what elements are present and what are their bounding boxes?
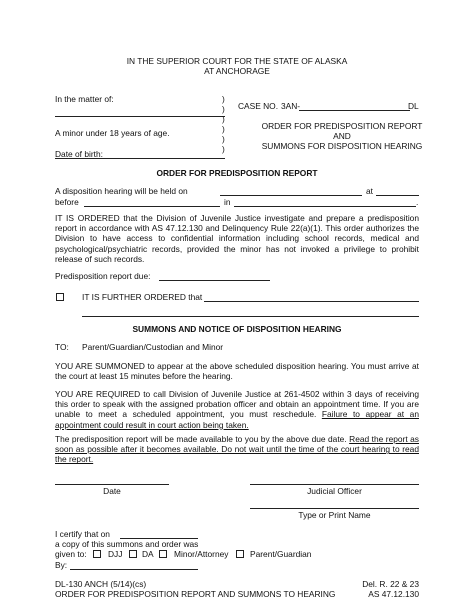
report-due-line[interactable] — [159, 280, 270, 281]
report-available-paragraph — [55, 434, 419, 465]
by-label: By: — [55, 560, 68, 570]
caption-paren: ) — [222, 114, 225, 124]
caption-paren: ) — [222, 124, 225, 134]
date-of-birth-line[interactable] — [55, 158, 225, 159]
order-title-line1: ORDER FOR PREDISPOSITION REPORT — [261, 121, 423, 131]
form-id: DL-130 ANCH (5/14)(cs) — [55, 579, 147, 589]
minor-attorney-label: Minor/Attorney — [174, 549, 229, 559]
required-paragraph — [55, 389, 419, 430]
required-text: YOU ARE REQUIRED to call Division of Juvenile Justice at 261-4502 within 3 days of receiving this order to speak with the assigned probation officer and obtain an appointment time. If you are unable to meet a scheduled appointment, you must reschedule. — [55, 389, 419, 420]
court-location: AT ANCHORAGE — [204, 66, 270, 76]
further-ordered-line[interactable] — [204, 301, 419, 302]
to-value: Parent/Guardian/Custodian and Minor — [82, 342, 224, 352]
by-signature-line[interactable] — [70, 569, 198, 570]
djj-label: DJJ — [108, 549, 123, 559]
judicial-officer-label: Judicial Officer — [307, 486, 362, 496]
rule-reference: Del. R. 22 & 23 — [362, 579, 419, 589]
parent-guardian-label: Parent/Guardian — [250, 549, 312, 559]
certify-text: I certify that on — [55, 529, 110, 539]
caption-paren: ) — [222, 104, 225, 114]
caption-paren: ) — [222, 94, 225, 104]
given-to-label: given to: — [55, 549, 87, 559]
ordered-paragraph: IT IS ORDERED that the Division of Juvenile Justice investigate and prepare a predisposition report in accordance with AS 47.12.130 and Delinquency Rule 22(a)(1). This order authorizes the Division to have access to confidential information including school records, medical and psychological/psychiatric records, provided the minor has not invoked a privilege to prohibit release of such records. — [55, 213, 419, 264]
period: . — [416, 197, 419, 207]
at-label: at — [366, 186, 373, 196]
judge-line[interactable] — [84, 206, 220, 207]
hearing-text: A disposition hearing will be held on — [55, 186, 188, 196]
before-label: before — [55, 197, 79, 207]
date-label: Date — [103, 486, 121, 496]
read-report-notice: Read the report as soon as possible after it becomes available. Do not wait until the time of the court hearing to read the report. — [55, 434, 419, 465]
type-print-line[interactable] — [250, 508, 419, 509]
case-no-label: CASE NO. — [238, 101, 279, 111]
minor-attorney-checkbox[interactable] — [159, 550, 167, 558]
courtroom-line[interactable] — [234, 206, 416, 207]
type-print-label: Type or Print Name — [298, 510, 371, 520]
report-due-label: Predisposition report due: — [55, 271, 151, 281]
form-title: ORDER FOR PREDISPOSITION REPORT AND SUMMONS TO HEARING — [55, 589, 336, 599]
in-label: in — [224, 197, 231, 207]
caption-paren: ) — [222, 134, 225, 144]
parent-guardian-checkbox[interactable] — [236, 550, 244, 558]
summons-heading: SUMMONS AND NOTICE OF DISPOSITION HEARING — [132, 324, 342, 334]
statute-reference: AS 47.12.130 — [368, 589, 419, 599]
judicial-officer-line[interactable] — [250, 484, 419, 485]
to-label: TO: — [55, 342, 69, 352]
da-label: DA — [142, 549, 154, 559]
order-title-line2: AND — [333, 131, 351, 141]
da-checkbox[interactable] — [129, 550, 137, 558]
hearing-time-line[interactable] — [376, 195, 419, 196]
case-number-line[interactable] — [299, 110, 410, 111]
court-name: IN THE SUPERIOR COURT FOR THE STATE OF ALASKA — [126, 56, 348, 66]
case-suffix: DL — [408, 101, 419, 111]
case-prefix: 3AN- — [281, 101, 301, 111]
failure-warning: Failure to appear at an appointment could result in court action being taken. — [55, 409, 419, 430]
caption-paren: ) — [222, 144, 225, 154]
minor-under-18-label: A minor under 18 years of age. — [55, 128, 170, 138]
copy-text: a copy of this summons and order was — [55, 539, 199, 549]
order-heading: ORDER FOR PREDISPOSITION REPORT — [156, 168, 318, 178]
order-title-line3: SUMMONS FOR DISPOSITION HEARING — [261, 141, 423, 151]
further-ordered-line-2[interactable] — [82, 316, 419, 317]
in-matter-of-label: In the matter of: — [55, 94, 114, 104]
date-signature-line[interactable] — [55, 484, 169, 485]
minor-name-line[interactable] — [55, 116, 225, 117]
further-ordered-text: IT IS FURTHER ORDERED that — [82, 292, 203, 302]
further-ordered-checkbox[interactable] — [56, 293, 64, 301]
hearing-date-line[interactable] — [220, 195, 362, 196]
summoned-paragraph: YOU ARE SUMMONED to appear at the above scheduled disposition hearing. You must arrive at the court at least 15 minutes before the hearing. — [55, 361, 419, 382]
djj-checkbox[interactable] — [93, 550, 101, 558]
report-available-text: The predisposition report will be made available to you by the above due date. — [55, 434, 350, 444]
date-of-birth-label: Date of birth: — [55, 149, 103, 159]
